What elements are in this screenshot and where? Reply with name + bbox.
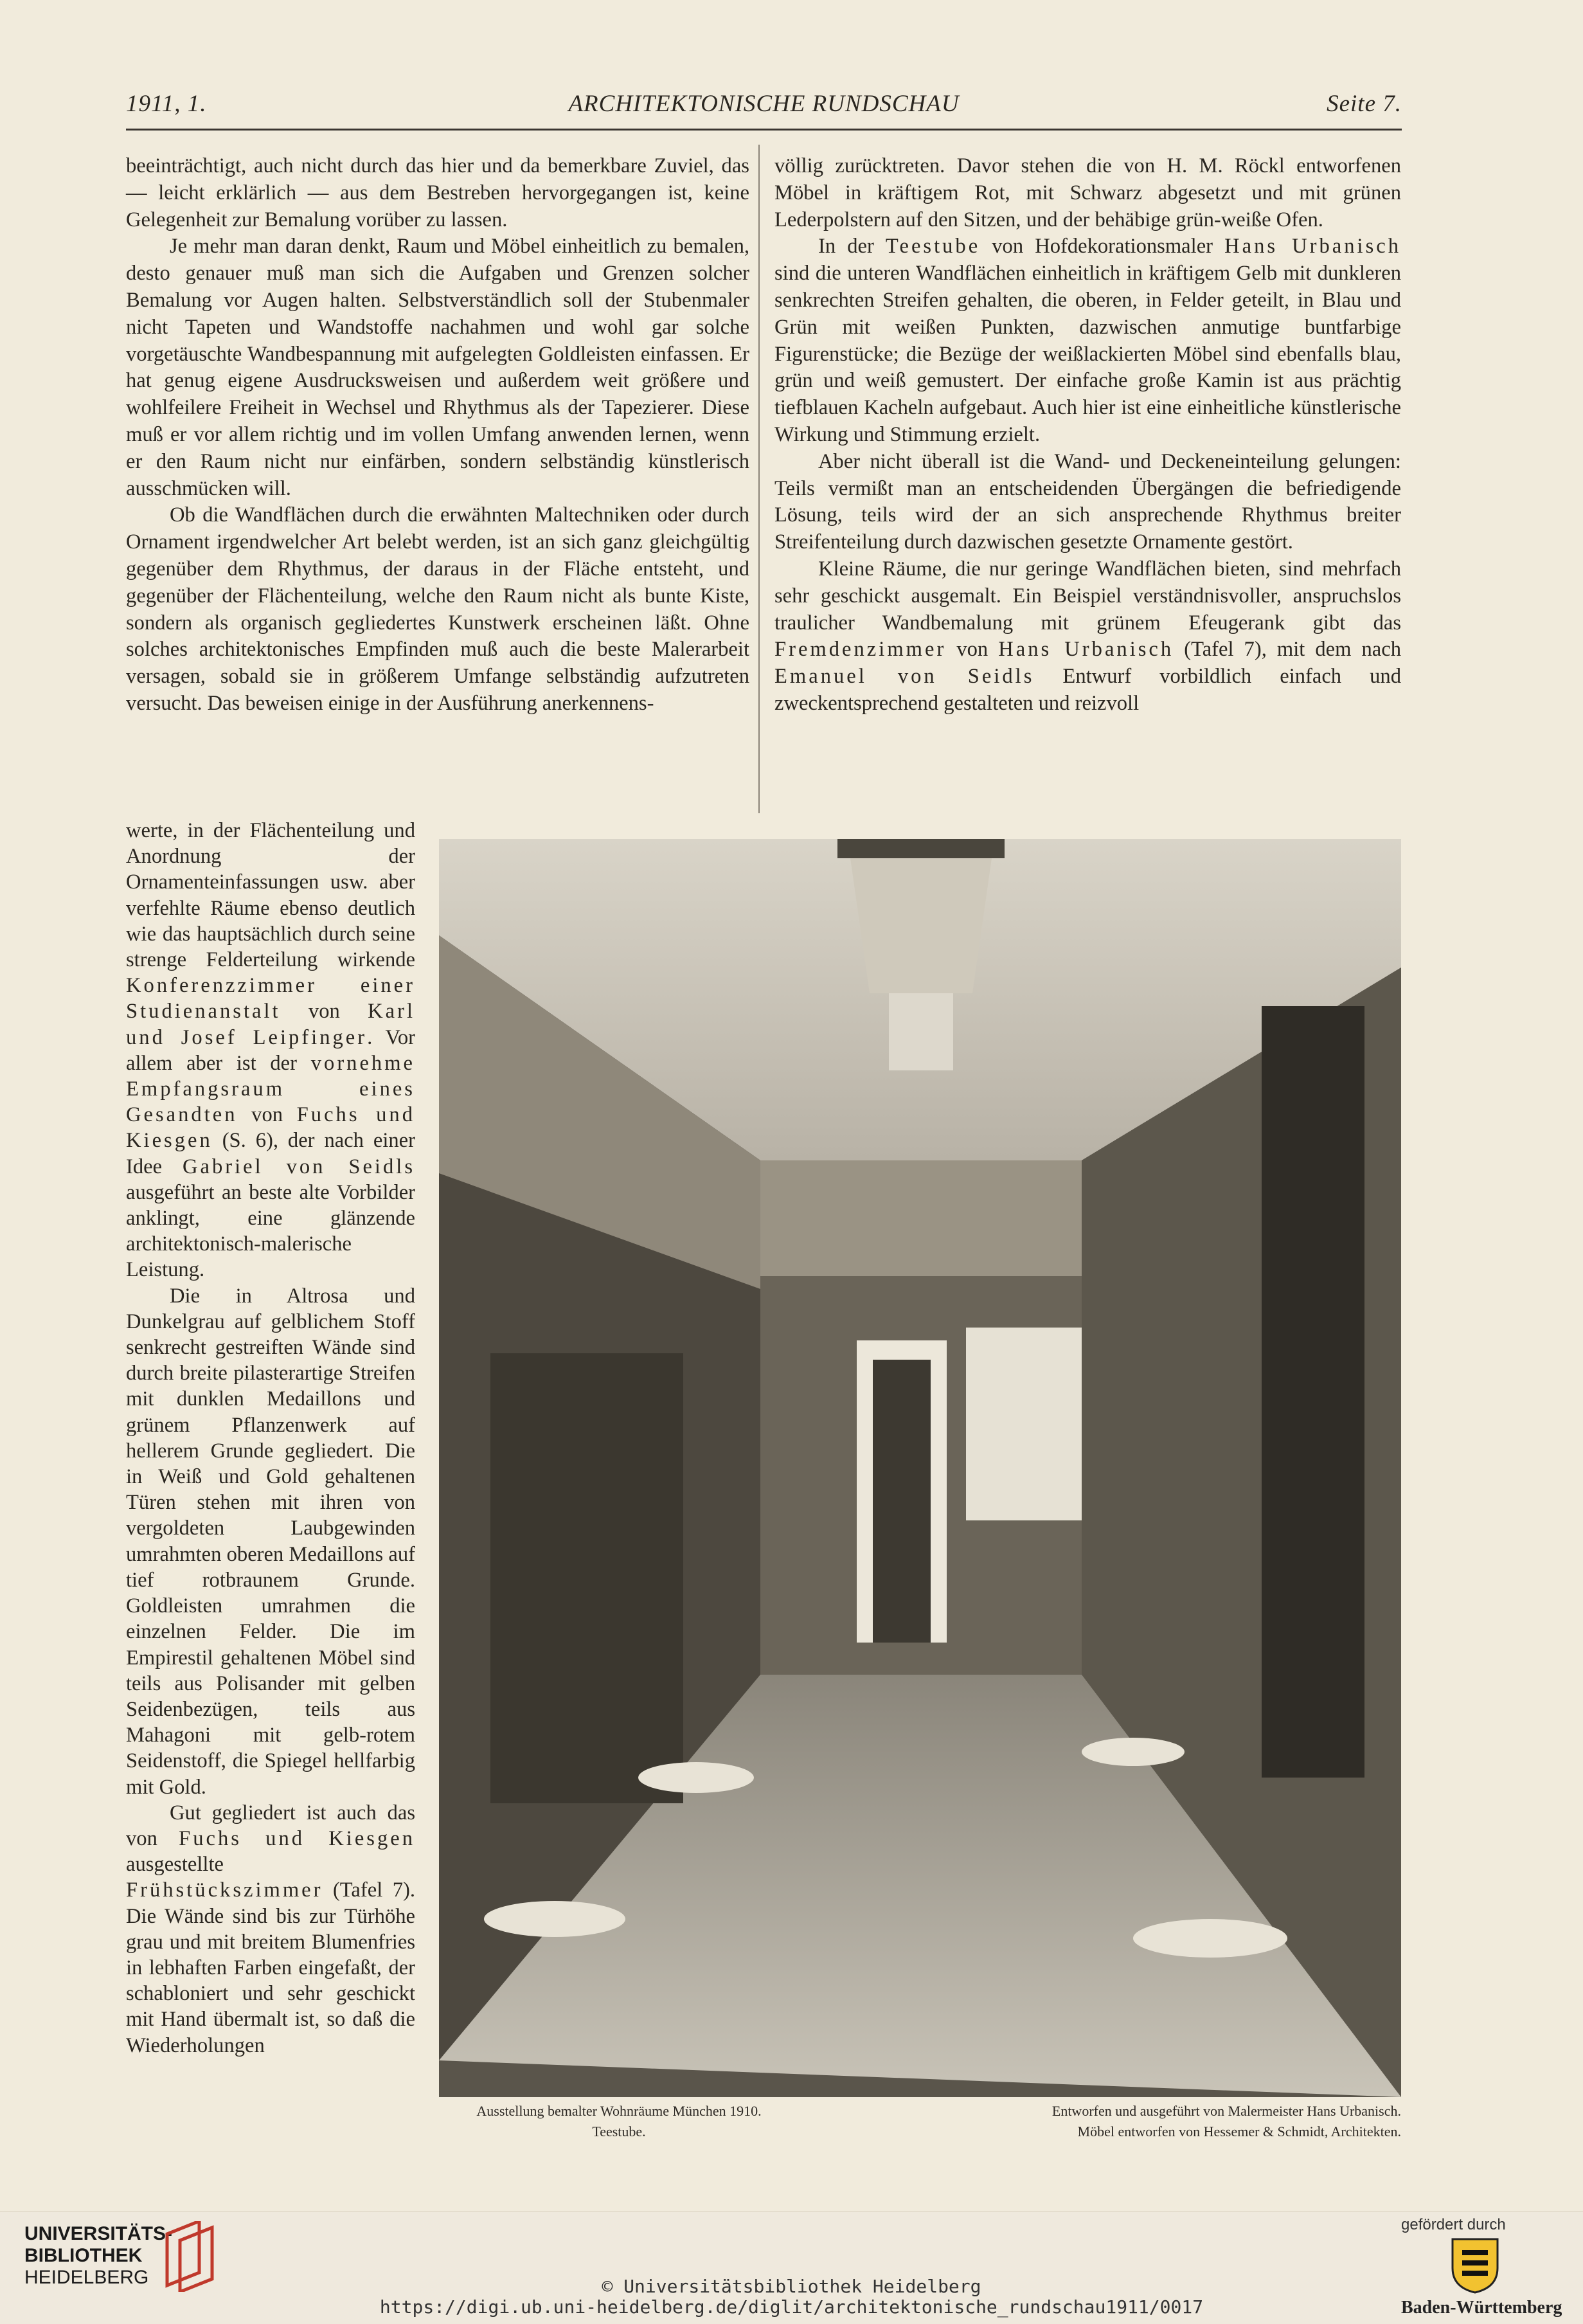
spaced-name: Emanuel von Seidls <box>774 665 1035 689</box>
library-name: UNIVERSITÄTS- BIBLIOTHEK HEIDELBERG <box>24 2223 173 2288</box>
header-year: 1911, 1. <box>126 91 207 117</box>
spaced-term: Teestube <box>885 235 981 258</box>
room-photo-illustration <box>439 839 1401 2097</box>
caption-room: Teestube. <box>592 2123 646 2139</box>
permalink-url[interactable]: https://digi.ub.uni-heidelberg.de/diglit/architektonische_rundschau1911/0017 <box>379 2296 1204 2318</box>
paragraph: werte, in der Flächenteilung und Anordnung der Ornamenteinfassungen usw. aber verfehlte Räume ebenso deutlich wie das hauptsächlich durch seine strenge Felderteilung wirkende Konferenzzimmer einer Studienanstalt von Karl und Josef Leipfinger. Vor allem aber ist der vornehme Empfangsraum eines Gesandten von Fuchs und Kiesgen (S. 6), der nach einer Idee Gabriel von Seidls ausgeführt an beste alte Vorbilder anklingt, eine glänzende architektonisch-malerische Leistung. <box>126 819 415 1282</box>
text-column-left <box>126 153 749 717</box>
spaced-name: Hans Urbanisch <box>1224 235 1401 258</box>
teestube-photograph <box>439 839 1401 2097</box>
paragraph: Kleine Räume, die nur geringe Wandflächen bieten, sind mehrfach sehr geschickt ausgemalt. Ein Beispiel verständnisvoller, anspruchslos traulicher Wandbemalung mit grünem Efeugerank gibt das Fremdenzimmer von Hans Urbanisch (Tafel 7), mit dem nach Emanuel von Seidls Entwurf vorbildlich einfach und zweckentsprechend gestalteten und reizvoll <box>774 557 1402 715</box>
text-column-narrow <box>126 818 415 2058</box>
paragraph: beeinträchtigt, auch nicht durch das hier und da bemerkbare Zuviel, das — leicht erklärlich — aus dem Bestreben hervorgegangen ist, keine Gelegenheit zur Bemalung vorüber zu lassen. <box>126 154 749 231</box>
caption-left <box>439 2101 799 2142</box>
paragraph: In der Teestube von Hofdekorationsmaler Hans Urbanisch sind die unteren Wandflächen einheitlich in kräftigem Gelb mit dunkleren senkrechten Streifen gehalten, die oberen, in Felder geteilt, in Blau und Grün mit weißen Punkten, dazwischen anmutige buntfarbige Figurenstücke; die Bezüge der weißlackierten Möbel sind ebenfalls blau, grün und weiß gemustert. Der einfache große Kamin ist aus prächtig tiefblauen Kacheln aufgebaut. Auch hier ist eine einheitliche künstlerische Wirkung und Stimmung erzielt. <box>774 235 1401 446</box>
paragraph: Ob die Wandflächen durch die erwähnten Maltechniken oder durch Ornament irgendwelcher Art belebt werden, ist an sich ganz gleichgültig gegenüber dem Rhythmus, der daraus in der Fläche entsteht, und gegenüber der Flächenteilung, welche den Raum nicht als bunte Kiste, sondern als organisch gegliedertes Kunstwerk erscheinen läßt. Ohne solches architektonisches Empfinden muß auch die beste Malerarbeit versagen, sobald sie in größerem Umfange selbständig aufzutreten versucht. Das beweisen einige in der Ausführung anerkennens- <box>126 503 749 715</box>
state-coat-of-arms-icon <box>1449 2236 1501 2294</box>
header-journal-title: ARCHITEKTONISCHE RUNDSCHAU <box>568 91 960 117</box>
paragraph: Je mehr man daran denkt, Raum und Möbel einheitlich zu bemalen, desto genauer muß man sich die Aufgaben und Grenzen solcher Bemalung vor Augen halten. Selbstverständlich soll der Stubenmaler nicht Tapeten und Wandstoffe nachahmen und wohl gar solche vorgetäuschte Wandbespannung mit aufgelegten Goldleisten einfassen. Er hat genug eigene Ausdrucksweisen und außerdem weit größere und wohlfeilere Freiheit in Wechsel und Rhythmus als der Tapezierer. Diese muß er vor allem richtig und im vollen Umfang anwenden lernen, wenn er den Raum nicht nur einfärben, sondern selbständig künstlerisch ausschmücken will. <box>126 235 749 500</box>
state-name: Baden-Württemberg <box>1401 2298 1562 2318</box>
copyright-notice: © Universitätsbibliothek Heidelberg <box>602 2276 981 2297</box>
header-page-number: Seite 7. <box>1327 91 1402 117</box>
header-rule <box>126 129 1402 131</box>
caption-designer: Entworfen und ausgeführt von Malermeister Hans Urbanisch. <box>1051 2103 1401 2119</box>
paragraph: Aber nicht überall ist die Wand- und Deckeneinteilung gelungen: Teils vermißt man an entscheidenden Übergängen die befriedigende Lösung, teils wird der an sich ansprechende Rhythmus breiter Streifenteilung durch dazwischen gesetzte Ornamente gestört. <box>774 449 1401 554</box>
paragraph: Gut gegliedert ist auch das von Fuchs und Kiesgen ausgestellte Frühstückszimmer (Tafel 7). Die Wände sind bis zur Türhöhe grau und mit breitem Blumenfries in lebhaften Farben eingefaßt, der schabloniert und sehr geschickt mit Hand übermalt ist, so daß die Wiederholungen <box>126 1801 415 2057</box>
funded-by-label: gefördert durch <box>1401 2216 1506 2233</box>
running-header <box>126 90 1402 129</box>
paragraph: Die in Altrosa und Dunkelgrau auf gelblichem Stoff senkrecht gestreiften Wände sind durch breite pilasterartige Streifen mit dunklen Medaillons und grünem Pflanzenwerk auf hellerem Grunde gegliedert. Die in Weiß und Gold gehaltenen Türen stehen mit ihren von vergoldeten Laubgewinden umrahmten oberen Medaillons auf tief rotbraunem Grunde. Goldleisten umrahmen die einzelnen Felder. Die im Empirestil gehaltenen Möbel sind teils aus Polisander mit gelben Seidenbezügen, teils aus Mahagoni mit gelb-rotem Seidenstoff, die Spiegel hellfarbig mit Gold. <box>126 1284 415 1799</box>
text-column-right <box>774 153 1401 717</box>
caption-right <box>893 2101 1401 2142</box>
spaced-term: Fremdenzimmer <box>774 638 947 662</box>
caption-exhibition: Ausstellung bemalter Wohnräume München 1910. <box>476 2103 762 2119</box>
paragraph: völlig zurücktreten. Davor stehen die von H. M. Röckl entworfenen Möbel in kräftigem Rot, mit Schwarz abgesetzt und mit grünen Lederpolstern auf den Sitzen, und der behäbige grün-weiße Ofen. <box>774 154 1401 231</box>
spaced-name: Hans Urbanisch <box>998 638 1174 662</box>
caption-furniture: Möbel entworfen von Hessemer & Schmidt, Architekten. <box>1077 2123 1401 2139</box>
column-divider <box>758 145 760 813</box>
